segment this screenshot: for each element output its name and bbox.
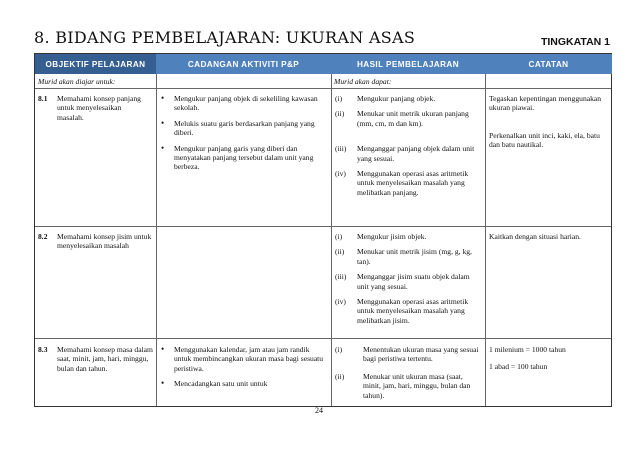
- list-item: [335, 247, 481, 266]
- activities-list: [158, 345, 328, 395]
- row-number: 8.3: [38, 345, 48, 354]
- list-item: [335, 94, 481, 103]
- sub-header-right: Murid akan dapat:: [334, 77, 392, 86]
- list-item: [335, 232, 481, 241]
- outcome-text: Menggunakan operasi asas aritmetik untuk menyelesaikan masalah yang melibatkan panjang.: [357, 169, 469, 197]
- note-text: 1 abad = 100 tahun: [489, 362, 548, 372]
- outcome-text: Menganggar jisim suatu objek dalam unit yang sesuai.: [357, 272, 470, 291]
- list-item: [335, 144, 481, 163]
- outcome-number: (iv): [335, 297, 346, 307]
- outcome-number: (iii): [335, 272, 347, 282]
- col-divider: [156, 74, 157, 406]
- level-label: TINGKATAN 1: [540, 36, 610, 48]
- outcomes-list: [335, 345, 481, 406]
- outcome-number: (ii): [335, 109, 345, 119]
- outcome-number: (i): [335, 94, 343, 103]
- list-item: [335, 272, 481, 291]
- outcome-number: (ii): [335, 371, 345, 381]
- note-text: Kaitkan dengan situasi harian.: [489, 232, 581, 241]
- outcome-number: (iv): [335, 169, 346, 179]
- row-divider: [35, 88, 611, 89]
- objective-text: Memahami konsep jisim untuk menyelesaikan masalah: [57, 232, 152, 251]
- col-divider: [485, 74, 486, 406]
- row-divider: [35, 338, 611, 339]
- notes-cell: [489, 232, 607, 241]
- header-objective: OBJEKTIF PELAJARAN: [35, 54, 156, 74]
- outcome-number: (i): [335, 232, 343, 241]
- list-item: • Mengukur panjang garis yang diberi dan menyatakan panjang tersebut dalam unit yang berbeza.: [158, 144, 328, 172]
- notes-cell: [489, 345, 607, 372]
- outcome-text: Menganggar panjang objek dalam unit yang sesuai.: [357, 144, 475, 163]
- outcome-text: Menggunakan operasi asas aritmetik untuk menyelesaikan masalah yang melibatkan jisim.: [357, 297, 469, 325]
- header-outcomes: HASIL PEMBELAJARAN: [331, 54, 485, 74]
- row-divider: [35, 226, 611, 227]
- note-text: Tegaskan kepentingan menggunakan ukuran piawai.: [489, 94, 602, 113]
- outcome-text: Menukar unit metrik ukuran panjang (mm, cm, m dan km).: [357, 109, 469, 128]
- outcome-number: (i): [335, 345, 343, 354]
- sub-header-left: Murid akan diajar untuk:: [38, 77, 116, 86]
- outcomes-list: [335, 94, 481, 203]
- note-text: Perkenalkan unit inci, kaki, ela, batu dan batu nautikal.: [489, 130, 600, 150]
- objective-text: Memahami konsep masa dalam saat, minit, jam, hari, minggu, bulan dan tahun.: [57, 345, 153, 373]
- page-number: 24: [315, 406, 323, 415]
- outcome-text: Mengukur jisim objek.: [357, 232, 427, 241]
- outcome-text: Menentukan ukuran masa yang sesuai bagi peristiwa tertentu.: [363, 345, 479, 364]
- list-item: [335, 169, 481, 197]
- row-number: 8.1: [38, 94, 48, 103]
- outcomes-list: [335, 232, 481, 331]
- activities-list: [158, 94, 328, 178]
- list-item: • Menggunakan kalendar, jam atau jam randik untuk membincangkan ukuran masa bagi sesuatu peristiwa.: [158, 345, 328, 373]
- list-item: • Mengukur panjang objek di sekeliling kawasan sekolah.: [158, 94, 328, 113]
- row-number: 8.2: [38, 232, 48, 241]
- list-item: • Mencadangkan satu unit untuk: [158, 379, 328, 388]
- notes-cell: [489, 94, 607, 150]
- outcome-number: (iii): [335, 144, 347, 154]
- page-title: 8. BIDANG PEMBELAJARAN: UKURAN ASAS: [34, 28, 416, 47]
- list-item: • Melukis suatu garis berdasarkan panjang yang diberi.: [158, 119, 328, 138]
- header-activities: CADANGAN AKTIVITI P&P: [156, 54, 331, 74]
- outcome-text: Mengukur panjang objek.: [357, 94, 436, 103]
- list-item: [335, 345, 481, 364]
- list-item: [335, 372, 481, 400]
- outcome-text: Menukar unit ukuran masa (saat, minit, jam, hari, minggu, bulan dan tahun).: [363, 371, 471, 400]
- list-item: [335, 109, 481, 128]
- list-item: [335, 297, 481, 325]
- col-divider: [331, 74, 332, 406]
- header-notes: CATATAN: [485, 54, 612, 74]
- outcome-number: (ii): [335, 247, 345, 257]
- syllabus-table: [34, 53, 612, 407]
- objective-text: Memahami konsep panjang untuk menyelesaikan masalah.: [57, 94, 141, 122]
- outcome-text: Menukar unit metrik jisim (mg, g, kg, tan).: [357, 247, 472, 266]
- note-text: 1 milenium = 1000 tahun: [489, 345, 566, 354]
